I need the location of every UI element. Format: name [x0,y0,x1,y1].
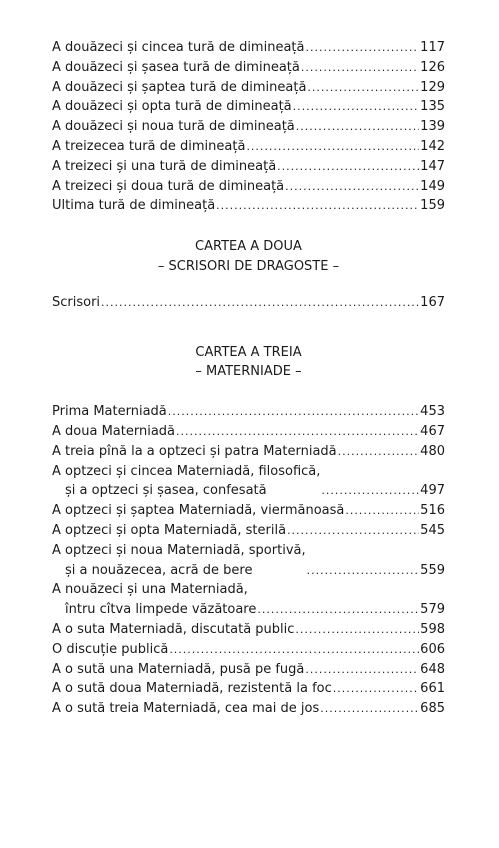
toc-entry-title: A douăzeci și noua tură de dimineață [52,119,295,135]
book-subheading: – MATERNIADE – [195,364,302,380]
toc-entry-page: 129 [420,79,445,95]
toc-entry-page: 559 [420,562,445,578]
toc-entry-title-line1: A optzeci și noua Materniadă, sportivă, [52,542,306,558]
toc-entry-page: 139 [420,119,445,135]
dot-leader [293,97,420,117]
toc-entry[interactable] [52,117,445,137]
toc-entry[interactable] [52,157,445,177]
toc-entry[interactable] [52,442,445,462]
toc-entry-title: Prima Materniadă [52,404,167,420]
toc-entry-title-line2: întru cîtva limpede văzătoare [65,602,257,618]
dot-leader [296,117,419,137]
dot-leader [305,38,419,58]
toc-entry[interactable] [52,402,445,422]
toc-entry-page: 147 [420,158,445,174]
toc-entry[interactable] [52,196,445,216]
toc-entry[interactable] [52,580,445,620]
dot-leader [287,521,419,541]
toc-entry-title: A treizeci și una tură de dimineață [52,158,277,174]
toc-entry[interactable] [52,58,445,78]
toc-entry-title: A doua Materniadă [52,423,175,439]
dot-leader [168,402,419,422]
toc-entry-page: 648 [420,661,445,677]
toc-entry-title: A optzeci și șaptea Materniadă, viermănoasă [52,503,345,519]
toc-entry[interactable] [52,660,445,680]
toc-entry-page: 135 [420,99,445,115]
toc-entry-title: Ultima tură de dimineață [52,198,216,214]
toc-entry-page: 159 [420,198,445,214]
dot-leader [101,293,419,313]
toc-entry[interactable] [52,38,445,58]
toc-entry-page: 685 [420,701,445,717]
toc-entry-page: 126 [420,59,445,75]
toc-entry-page: 142 [420,138,445,154]
toc-entry-page: 480 [420,443,445,459]
book-heading: CARTEA A DOUA [195,239,302,255]
toc-entry-page: 661 [420,681,445,697]
toc-entry[interactable] [52,422,445,442]
toc-entry-title [52,541,306,581]
dot-leader [320,699,419,719]
book-subheading: – SCRISORI DE DRAGOSTE – [157,258,340,274]
toc-entry[interactable] [52,501,445,521]
toc-entry-title: A treizeci și doua tură de dimineață [52,178,285,194]
toc-book3 [52,402,445,719]
toc-entry-page: 149 [420,178,445,194]
toc-entry-page: 606 [420,641,445,657]
dot-leader [301,58,419,78]
toc-book2 [52,293,445,313]
toc-entry-title: A o sută una Materniadă, pusă pe fugă [52,661,305,677]
toc-entry-title: A optzeci și opta Materniadă, sterilă [52,522,287,538]
toc-entry-page: 516 [420,503,445,519]
dot-leader [169,640,419,660]
toc-entry[interactable] [52,620,445,640]
toc-entry-title: A o sută doua Materniadă, rezistentă la foc [52,681,332,697]
toc-entry-title: A treizecea tură de dimineață [52,138,246,154]
toc-entry-title-line1: A nouăzeci și una Materniadă, [52,582,248,598]
toc-entry-page: 453 [420,404,445,420]
dot-leader [257,600,419,620]
dot-leader [285,177,419,197]
toc-entry[interactable] [52,137,445,157]
dot-leader [216,196,419,216]
toc-entry-title: A douăzeci și șasea tură de dimineață [52,59,300,75]
toc-entry-title: A douăzeci și cincea tură de dimineață [52,40,305,55]
toc-entry-title [52,462,320,502]
toc-entry-title-line2: și a optzeci și șasea, confesată [65,483,267,499]
dot-leader [305,660,419,680]
toc-entry-page: 117 [420,40,445,55]
toc-entry-page: 167 [420,294,445,310]
dot-leader [345,501,419,521]
toc-entry-title: O discuție publică [52,641,169,657]
toc-entry-page: 598 [420,621,445,637]
toc-entry[interactable] [52,640,445,660]
toc-entry[interactable] [52,177,445,197]
toc-entry-page: 545 [420,522,445,538]
dot-leader [338,442,420,462]
toc-entry[interactable] [52,541,445,581]
toc-entry-title: A douăzeci și opta tură de dimineață [52,99,292,115]
toc-entry[interactable] [52,521,445,541]
toc-entry-title: A douăzeci și șaptea tură de dimineață [52,79,307,95]
dot-leader [333,679,419,699]
dot-leader [321,481,419,501]
dot-leader [295,620,419,640]
dot-leader [307,561,420,581]
toc-entry[interactable] [52,462,445,502]
toc-entry[interactable] [52,78,445,98]
toc-entry-title: A treia pînă la a optzeci și patra Materniadă [52,443,337,459]
toc-entry-title-line1: A optzeci și cincea Materniadă, filosofică, [52,463,321,479]
dot-leader [277,157,419,177]
toc-entry[interactable] [52,97,445,117]
toc-entry-page: 497 [420,483,445,499]
toc-entry-title: A o sută treia Materniadă, cea mai de jos [52,701,320,717]
toc-entry-title: Scrisori [52,294,101,310]
toc-entry-title-line2: și a nouăzecea, acră de bere [65,562,253,578]
toc-entry-page: 467 [420,423,445,439]
table-of-contents-page [52,38,445,719]
toc-entry-title: A o suta Materniadă, discutată public [52,621,295,637]
dot-leader [176,422,419,442]
dot-leader [307,78,419,98]
book-heading: CARTEA A TREIA [195,344,302,360]
toc-morning-shifts [52,38,445,216]
dot-leader [246,137,419,157]
toc-entry[interactable] [52,699,445,719]
toc-entry-title [52,580,256,620]
toc-entry[interactable] [52,679,445,699]
toc-entry[interactable] [52,293,445,313]
toc-entry-page: 579 [420,602,445,618]
